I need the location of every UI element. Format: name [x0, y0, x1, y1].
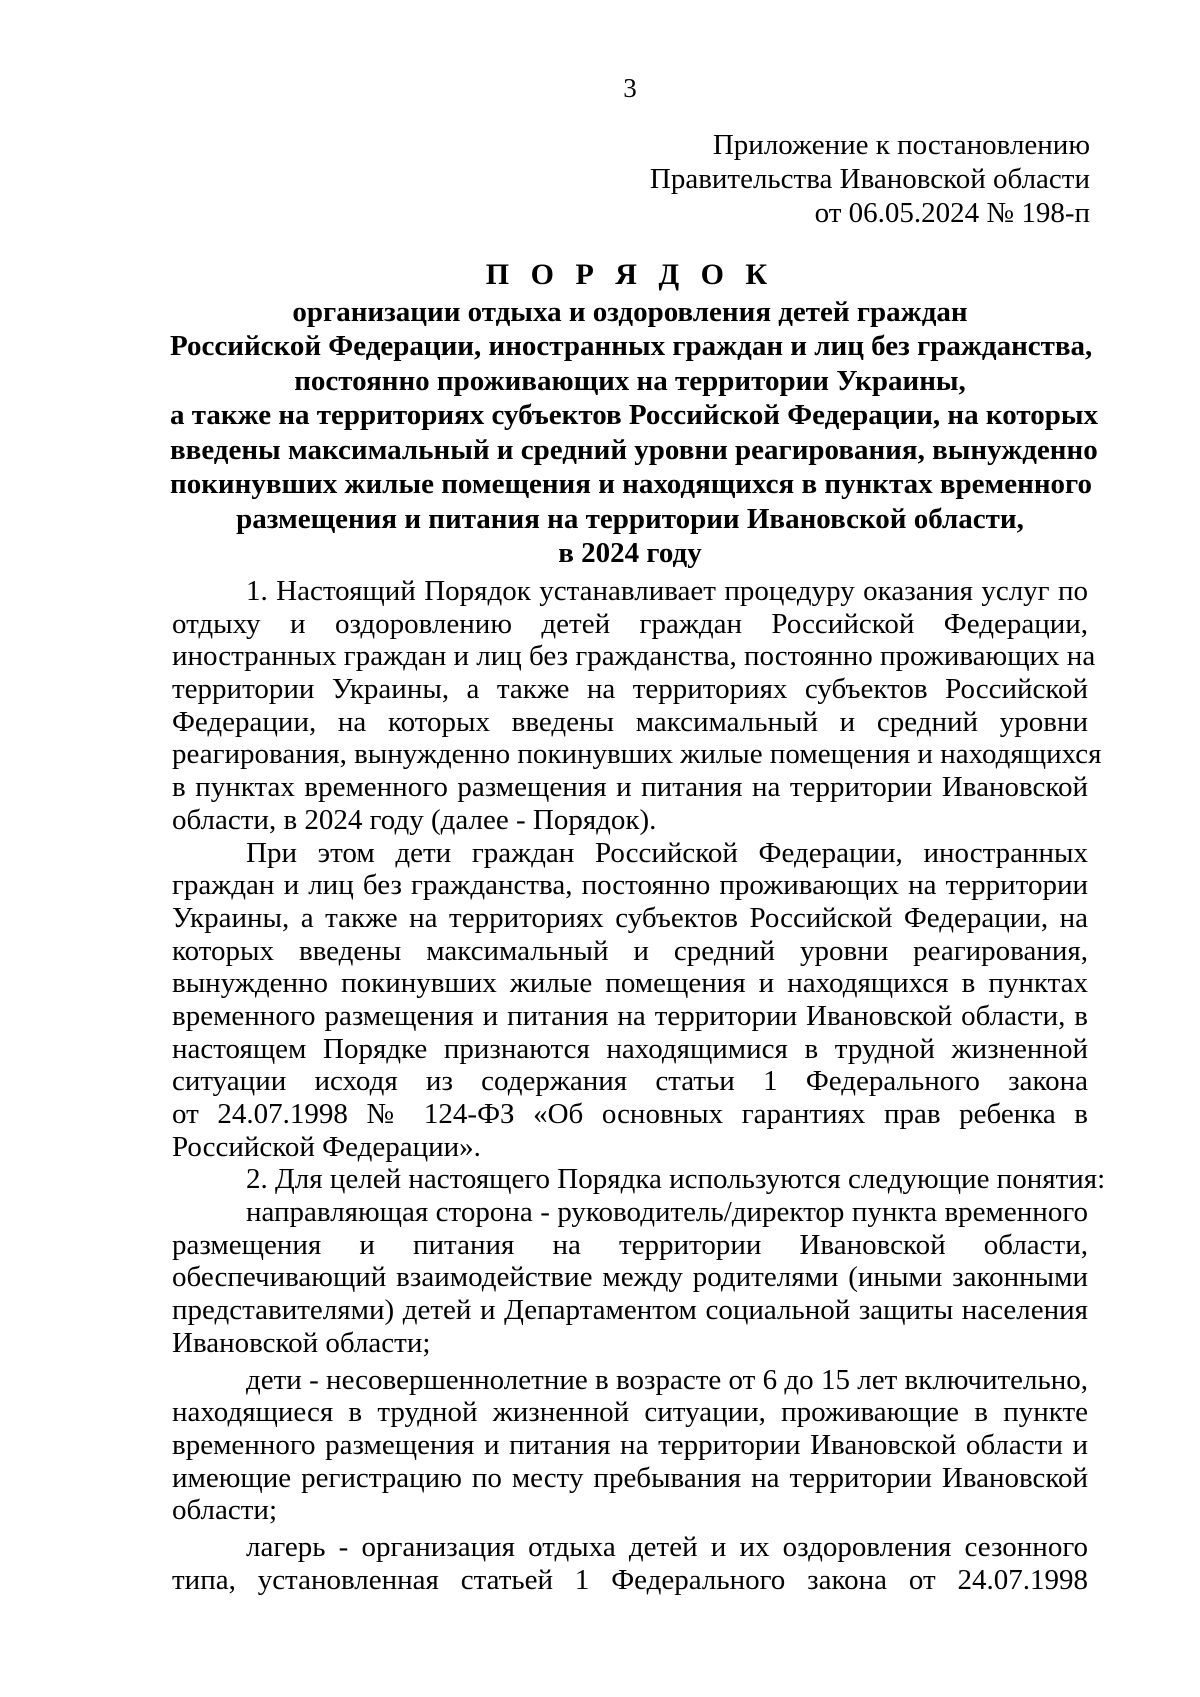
body-line: ситуации исходя из содержания статьи 1 Федерального закона: [172, 1065, 1088, 1098]
title-line: Российской Федерации, иностранных граждан и лиц без гражданства,: [170, 330, 1093, 362]
body-line: Ивановской области;: [172, 1326, 431, 1359]
body-line: типа, установленная статьей 1 Федерального закона от 24.07.1998: [172, 1563, 1088, 1596]
body-line: в пунктах временного размещения и питания на территории Ивановской: [172, 771, 1088, 804]
appendix-line: Правительства Ивановской области: [649, 163, 1090, 195]
page-number: 3: [623, 73, 637, 103]
body-line: которых введены максимальный и средний уровни реагирования,: [172, 934, 1088, 967]
body-line: При этом дети граждан Российской Федерации, иностранных: [246, 836, 1088, 869]
title-line: организации отдыха и оздоровления детей граждан: [292, 295, 968, 328]
body-line: отдыху и оздоровлению детей граждан Российской Федерации,: [172, 607, 1088, 640]
body-line: Российской Федерации».: [172, 1130, 481, 1163]
title-line: покинувших жилые помещения и находящихся в пунктах временного: [170, 468, 1092, 500]
body-line: 2. Для целей настоящего Порядка используются следующие понятия:: [246, 1163, 1106, 1196]
body-line: настоящем Порядке признаются находящимися в трудной жизненной: [172, 1032, 1088, 1065]
body-line: области;: [172, 1494, 277, 1527]
appendix-line: Приложение к постановлению: [712, 129, 1090, 161]
body-line: представителями) детей и Департаментом социальной защиты населения: [172, 1294, 1088, 1327]
body-line: направляющая сторона - руководитель/директор пункта временного: [246, 1196, 1088, 1229]
title-line: постоянно проживающих на территории Украины,: [294, 364, 966, 397]
body-line: от 24.07.1998 № 124-ФЗ «Об основных гарантиях прав ребенка в: [172, 1098, 1088, 1130]
body-line: иностранных граждан и лиц без гражданства, постоянно проживающих на: [172, 640, 1096, 673]
body-line: размещения и питания на территории Ивановской области,: [172, 1228, 1088, 1261]
body-line: территории Украины, а также на территориях субъектов Российской: [172, 673, 1088, 706]
title-line: размещения и питания на территории Ивановской области,: [236, 502, 1024, 535]
body-line: дети - несовершеннолетние в возрасте от 6 до 15 лет включительно,: [246, 1363, 1088, 1396]
body-line: реагирования, вынужденно покинувших жилые помещения и находящихся: [172, 738, 1102, 771]
title-heading: П О Р Я Д О К: [485, 258, 775, 291]
title-line: а также на территориях субъектов Российской Федерации, на которых: [170, 399, 1098, 431]
body-line: временного размещения и питания на территории Ивановской области и: [172, 1428, 1088, 1461]
body-line: имеющие регистрацию по месту пребывания на территории Ивановской: [172, 1461, 1088, 1494]
body-line: Украины, а также на территориях субъектов Российской Федерации, на: [172, 901, 1088, 934]
body-line: обеспечивающий взаимодействие между родителями (иными законными: [172, 1261, 1088, 1294]
body-line: 1. Настоящий Порядок устанавливает процедуру оказания услуг по: [246, 575, 1088, 607]
body-line: Федерации, на которых введены максимальный и средний уровни: [172, 705, 1088, 738]
appendix-block: [650, 128, 1090, 230]
title-line: в 2024 году: [558, 537, 702, 569]
document-body: [172, 575, 1106, 1596]
body-line: граждан и лиц без гражданства, постоянно проживающих на территории: [172, 869, 1088, 902]
body-line: области, в 2024 году (далее - Порядок).: [172, 803, 657, 836]
document-title: [170, 258, 1098, 571]
body-line: вынужденно покинувших жилые помещения и находящихся в пунктах: [172, 967, 1088, 1000]
body-line: находящиеся в трудной жизненной ситуации, проживающие в пункте: [172, 1396, 1088, 1429]
appendix-line: от 06.05.2024 № 198-п: [814, 197, 1090, 229]
body-line: лагерь - организация отдыха детей и их оздоровления сезонного: [246, 1530, 1088, 1563]
body-line: временного размещения и питания на территории Ивановской области, в: [172, 999, 1088, 1032]
title-line: введены максимальный и средний уровни реагирования, вынужденно: [170, 433, 1098, 466]
